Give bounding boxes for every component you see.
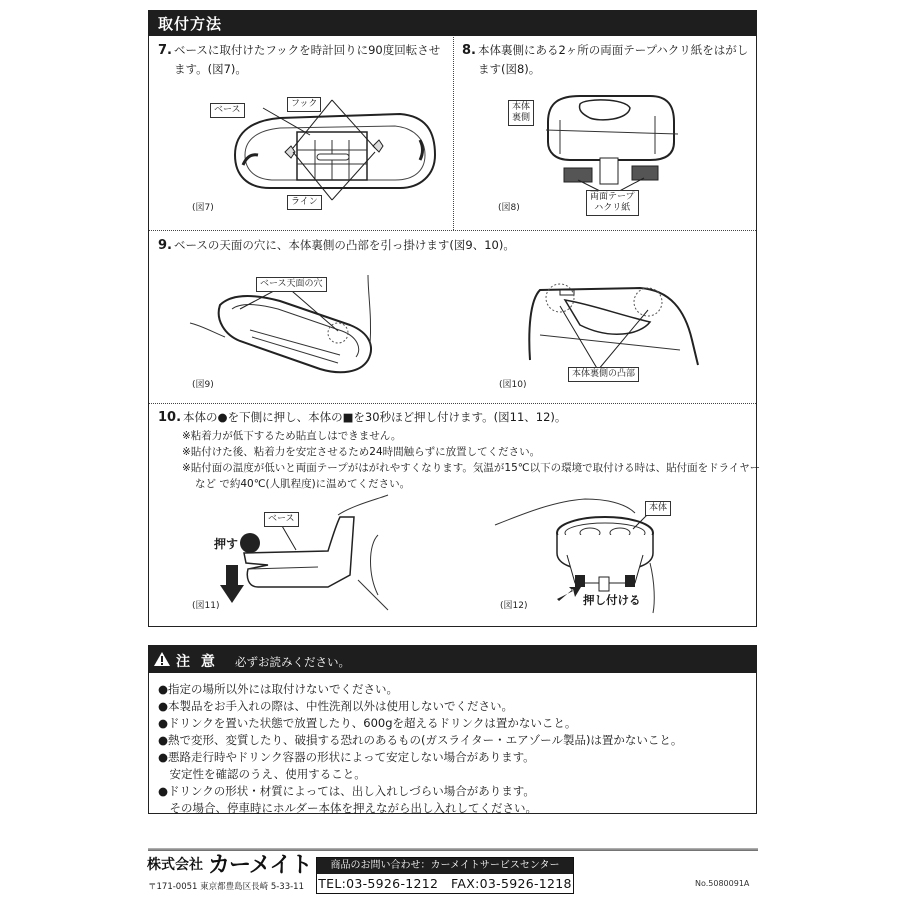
note-item: ※貼付面の温度が低いと両面テープがはがれやすくなります。気温が15℃以下の環境で取付ける時は、貼付面をドライヤー xyxy=(182,462,761,474)
caution-item: ●本製品をお手入れの際は、中性洗剤以外は使用しないでください。 xyxy=(158,699,514,713)
step-9-instruction xyxy=(158,236,748,255)
caution-item: ●悪路走行時やドリンク容器の形状によって安定しない場合があります。 xyxy=(158,750,535,764)
step-8-instruction xyxy=(462,41,754,78)
push-label: 押す xyxy=(214,537,239,551)
step-number: 8. xyxy=(462,43,476,58)
caution-item: ●ドリンクの形状・材質によっては、出し入れしづらい場合があります。 xyxy=(158,784,535,798)
label-base: ベース xyxy=(210,103,245,118)
label-line: ライン xyxy=(287,195,322,210)
company-logo: カーメイト xyxy=(208,853,312,878)
label-body-back-protrusion: 本体裏側の凸部 xyxy=(568,367,639,382)
label-base-top-hole: ベース天面の穴 xyxy=(256,277,327,292)
figure-8-illustration xyxy=(540,92,680,192)
caution-title: 注 意 xyxy=(176,654,218,670)
installation-title: 取付方法 xyxy=(158,15,223,33)
company-prefix: 株式会社 xyxy=(147,857,203,873)
warning-triangle-icon xyxy=(153,651,171,667)
step-7-instruction xyxy=(158,41,448,78)
label-line-2: 裏側 xyxy=(512,113,531,123)
caution-subtitle: 必ずお読みください。 xyxy=(235,655,350,669)
figure-9-caption: (図9) xyxy=(192,380,214,390)
label-tape-release-paper xyxy=(586,190,639,216)
step-number: 9. xyxy=(158,238,172,253)
note-item: など で約40℃(人肌程度)に温めてください。 xyxy=(195,478,411,490)
label-line-1: 両面テープ xyxy=(590,192,635,202)
contact-phone-fax: TEL:03-5926-1212 FAX:03-5926-1218 xyxy=(318,876,572,891)
figure-11-illustration xyxy=(218,495,388,610)
installation-header-bar xyxy=(148,10,757,36)
step-text: 本体裏側にある2ヶ所の両面テープハクリ紙をはがし xyxy=(477,43,749,57)
company-address: 〒171-0051 東京都豊島区長崎 5-33-11 xyxy=(148,882,305,892)
step-divider-horizontal xyxy=(149,230,756,231)
caution-item: ●ドリンクを置いた状態で放置したり、600gを超えるドリンクは置かないこと。 xyxy=(158,716,577,730)
figure-7-illustration xyxy=(225,100,445,210)
label-hook: フック xyxy=(287,97,321,112)
note-item: ※粘着力が低下するため貼直しはできません。 xyxy=(182,430,402,442)
step-number: 7. xyxy=(158,43,172,58)
caution-item: 安定性を確認のうえ、使用すること。 xyxy=(158,767,366,781)
step-text: ベースの天面の穴に、本体裏側の凸部を引っ掛けます(図9、10)。 xyxy=(173,238,515,252)
contact-label: 商品のお問い合わせ：カーメイトサービスセンター xyxy=(317,858,573,874)
caution-item: その場合、停車時にホルダー本体を押えながら出し入れしてください。 xyxy=(158,801,538,815)
label-body-back xyxy=(508,100,534,126)
label-line-2: ハクリ紙 xyxy=(594,203,631,213)
step-divider-horizontal xyxy=(149,403,756,404)
step-text: ます。(図7)。 xyxy=(174,62,247,76)
caution-item: ●熱で変形、変質したり、破損する恐れのあるもの(ガスライター・エアゾール製品)は置かないこと。 xyxy=(158,733,683,747)
note-item: ※貼付けた後、粘着力を安定させるため24時間触らずに放置してください。 xyxy=(182,446,541,458)
label-base: ベース xyxy=(264,512,299,527)
label-body: 本体 xyxy=(645,501,671,516)
step-10-instruction xyxy=(158,408,748,427)
figure-10-illustration xyxy=(520,280,700,375)
document-number: No.5080091A xyxy=(695,879,750,888)
press-label: 押し付ける xyxy=(583,593,641,607)
step-text: ます(図8)。 xyxy=(478,62,541,76)
caution-item: ●指定の場所以外には取付けないでください。 xyxy=(158,682,399,696)
figure-10-caption: (図10) xyxy=(499,380,527,390)
step-text: ベースに取付けたフックを時計回りに90度回転させ xyxy=(173,43,441,57)
step-text: 本体の●を下側に押し、本体の■を30秒ほど押し付けます。(図11、12)。 xyxy=(183,410,567,424)
figure-7-caption: (図7) xyxy=(192,203,214,213)
step-divider-vertical xyxy=(453,37,454,230)
step-number: 10. xyxy=(158,410,182,425)
figure-11-caption: (図11) xyxy=(192,601,220,611)
figure-8-caption: (図8) xyxy=(498,203,520,213)
label-line-1: 本体 xyxy=(512,102,531,112)
figure-12-caption: (図12) xyxy=(500,601,528,611)
